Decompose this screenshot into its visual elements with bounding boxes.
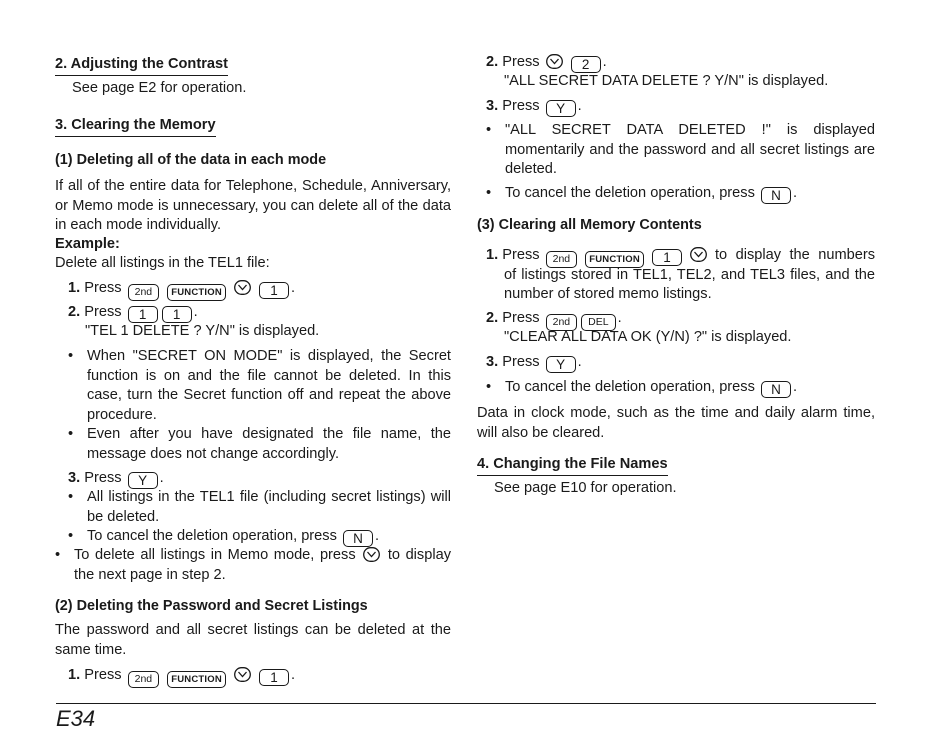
key-1: 1 — [162, 306, 192, 323]
r-step-2-message: "ALL SECRET DATA DELETE ? Y/N" is displayed. — [504, 73, 829, 89]
key-y: Y — [546, 356, 576, 373]
key-del: DEL — [581, 314, 615, 331]
step-2: 2. Press 1 1 . — [68, 304, 198, 322]
key-1: 1 — [259, 282, 289, 299]
step-3: 3. Press Y . — [68, 470, 164, 488]
down-arrow-key-icon — [546, 54, 563, 69]
key-1: 1 — [128, 306, 158, 323]
example-text: Delete all listings in the TEL1 file: — [55, 255, 270, 271]
r-bullet-deleted: • "ALL SECRET DATA DELETED !" is displayed momentarily and the password and all secret listings are deleted. — [486, 122, 875, 177]
contrast-heading: 2. Adjusting the Contrast — [55, 55, 451, 75]
key-2nd: 2nd — [546, 251, 578, 268]
sub2-intro: The password and all secret listings can be deleted at the same time. — [55, 622, 451, 658]
key-y: Y — [546, 100, 576, 117]
bullet-secret-mode: • When "SECRET ON MODE" is displayed, the Secret function is on and the file cannot be deleted. In this case, turn the Secret function off and repeat the above procedure. — [68, 348, 451, 423]
key-function: FUNCTION — [585, 251, 644, 268]
contrast-text: See page E2 for operation. — [72, 80, 247, 96]
memory-heading: 3. Clearing the Memory — [55, 116, 451, 136]
key-2nd: 2nd — [128, 671, 160, 688]
file-names-text: See page E10 for operation. — [494, 480, 677, 496]
sub1-intro: If all of the entire data for Telephone, Schedule, Anniversary, or Memo mode is unnecessary, you can delete all of the data in each mode individually. — [55, 178, 451, 233]
key-y: Y — [128, 472, 158, 489]
sub2-step-1: 1. Press 2nd FUNCTION 1 . — [55, 666, 451, 688]
down-arrow-key-icon — [234, 280, 251, 295]
key-n: N — [761, 187, 791, 204]
sub2-heading: (2) Deleting the Password and Secret Listings — [55, 598, 368, 614]
key-1: 1 — [259, 669, 289, 686]
s3-step-2: 2. Press 2nd DEL . — [477, 309, 875, 331]
key-function: FUNCTION — [167, 284, 226, 301]
down-arrow-key-icon — [234, 667, 251, 682]
s3-step-2-message: "CLEAR ALL DATA OK (Y/N) ?" is displayed. — [504, 329, 792, 345]
step-2-message: "TEL 1 DELETE ? Y/N" is displayed. — [85, 323, 320, 339]
key-2: 2 — [571, 56, 601, 73]
s3-step-1: 1. Press 2nd FUNCTION 1 — [477, 246, 875, 268]
s3-bullet-cancel: • To cancel the deletion operation, press N . — [486, 379, 797, 397]
key-function: FUNCTION — [167, 671, 226, 688]
key-1: 1 — [652, 249, 682, 266]
s3-step-1-text: to display the numbers of listings stored in TEL1, TEL2, and TEL3 files, and the number of stored memo listings. — [504, 247, 875, 302]
bullet-file-name: • Even after you have designated the file name, the message does not change accordingly. — [68, 426, 451, 462]
file-names-heading: 4. Changing the File Names — [477, 455, 875, 475]
step-1: 1. Press 2nd FUNCTION 1 . — [55, 279, 451, 301]
key-2nd: 2nd — [128, 284, 160, 301]
key-2nd: 2nd — [546, 314, 578, 331]
sub3-heading: (3) Clearing all Memory Contents — [477, 217, 702, 233]
down-arrow-key-icon — [363, 547, 380, 562]
footer-rule — [56, 703, 876, 704]
r-bullet-cancel: • To cancel the deletion operation, press N . — [486, 185, 797, 203]
key-n: N — [761, 381, 791, 398]
key-n: N — [343, 530, 373, 547]
r-step-3: 3. Press Y . — [486, 98, 582, 116]
bullet-memo-mode: • To delete all listings in Memo mode, press to display the next page in step 2. — [55, 547, 451, 583]
s3-note: Data in clock mode, such as the time and daily alarm time, will also be cleared. — [477, 405, 875, 441]
bullet-all-listings: • All listings in the TEL1 file (including secret listings) will be deleted. — [68, 489, 451, 525]
s3-step-3: 3. Press Y . — [486, 354, 582, 372]
r-step-2: 2. Press 2 . — [486, 54, 607, 72]
example-label: Example: — [55, 236, 120, 252]
page-number: E34 — [56, 706, 96, 731]
bullet-cancel: • To cancel the deletion operation, press N . — [68, 528, 379, 546]
sub1-heading: (1) Deleting all of the data in each mode — [55, 152, 327, 168]
